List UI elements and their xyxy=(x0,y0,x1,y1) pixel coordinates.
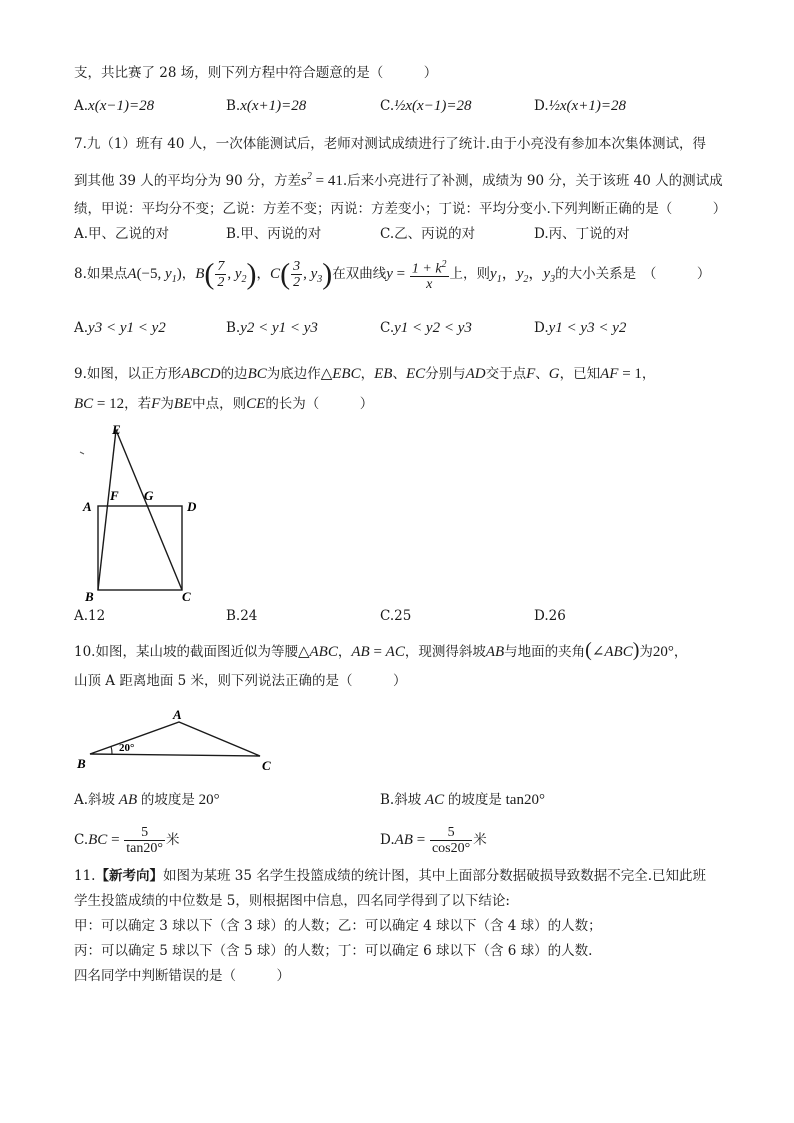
q10-label-a: A xyxy=(173,707,182,722)
q9-stem-line2: BC = 12，若F为BE中点，则CE的长为（ ） xyxy=(74,396,374,412)
q8-option-a[interactable]: A.y3 < y1 < y2 xyxy=(74,320,166,336)
q10-option-d[interactable]: D.AB = $\frac{5}{\cos 20^\circ}$ 米 xyxy=(380,825,487,857)
q9-label-e: E xyxy=(112,422,121,437)
q7-option-a[interactable]: A.甲、乙说的对 xyxy=(74,226,170,242)
q7-option-c[interactable]: C.乙、丙说的对 xyxy=(380,226,476,242)
q10-angle-arc xyxy=(111,747,112,755)
q8-stem: 8.如果点A(−5, $y_1$)，B( $\frac{7}{2}$ , $y_2$)，C( $\frac{3}{2}$ , $y_3$)在双曲线y = $\frac{1 + k^2}{x}$ 上，则$y_1$，$y_2$，$y_3$的大小关系是 （ ） xyxy=(74,257,711,293)
q6-option-d-expr: ½x(x+1)=28 xyxy=(548,98,626,114)
q6-option-c[interactable]: C.½x(x−1)=28 xyxy=(380,98,472,114)
q9-option-b[interactable]: B.24 xyxy=(226,608,258,624)
q7-variance: $s^2 = 41$ xyxy=(301,171,343,189)
q9-edge-eb xyxy=(98,430,116,590)
q9-label-d: D xyxy=(187,499,197,514)
q9-option-d[interactable]: D.26 xyxy=(534,608,566,624)
q9-label-a: A xyxy=(83,499,92,514)
q8-hyperbola: y = $\frac{1 + k^2}{x}$ xyxy=(386,258,447,293)
q8-y-values: $y_1$，$y_2$，$y_3$ xyxy=(490,266,556,285)
q10-option-c[interactable]: C.BC = $\frac{5}{\tan 20^\circ}$ 米 xyxy=(74,825,180,857)
q7-stem-line3: 绩，甲说：平均分不变；乙说：方差不变；丙说：方差变小；丁说：平均分变小.下列判断正确的是（ ） xyxy=(74,201,727,217)
q9-edge-ec xyxy=(116,430,182,590)
q7-stem-line1: 7.九（1）班有 40 人，一次体能测试后，老师对测试成绩进行了统计.由于小亮没有参加本次集体测试，得 xyxy=(74,136,707,152)
q6-option-c-expr: ½x(x−1)=28 xyxy=(394,98,472,114)
q8-point-a: A(−5, $y_1$) xyxy=(127,266,182,285)
q7-option-d[interactable]: D.丙、丁说的对 xyxy=(534,226,630,242)
q7-stem-line2: 到其他 39 人的平均分为 90 分，方差$s^2 = 41$.后来小亮进行了补测，成绩为 90 分，关于该班 40 人的测试成 xyxy=(74,171,723,189)
q10-figure xyxy=(72,704,272,774)
q6-stem: 支，共比赛了 28 场，则下列方程中符合题意的是（ ） xyxy=(74,65,438,81)
q9-label-c: C xyxy=(182,589,191,604)
q10-stem-line1: 10.如图，某山坡的截面图近似为等腰△ABC，AB = AC，现测得斜坡AB与地面的夹角(∠ABC)为20°， xyxy=(74,639,688,661)
q11-stem-line5: 四名同学中判断错误的是（ ） xyxy=(74,968,290,984)
q8-point-c: C( $\frac{3}{2}$ , $y_3$) xyxy=(270,257,333,291)
q6-option-b-expr: x(x+1)=28 xyxy=(240,98,307,114)
q11-stem-line1: 11.【新考向】如图为某班 35 名学生投篮成绩的统计图，其中上面部分数据破损导致数据不完全.已知此班 xyxy=(74,868,707,884)
q8-option-d[interactable]: D.y1 < y3 < y2 xyxy=(534,320,627,336)
q9-label-b: B xyxy=(85,589,94,604)
q11-new-direction-tag: 【新考向】 xyxy=(95,868,163,884)
q9-option-a[interactable]: A.12 xyxy=(74,608,106,624)
q6-option-a-expr: x(x−1)=28 xyxy=(88,98,155,114)
q10-option-a[interactable]: A.斜坡 AB 的坡度是 20° xyxy=(74,792,220,808)
q7-option-b[interactable]: B.甲、丙说的对 xyxy=(226,226,322,242)
q9-figure xyxy=(70,418,210,606)
q6-option-d[interactable]: D.½x(x+1)=28 xyxy=(534,98,626,114)
q10-label-b: B xyxy=(77,756,86,771)
q10-label-c: C xyxy=(262,758,271,773)
q8-option-c[interactable]: C.y1 < y2 < y3 xyxy=(380,320,472,336)
q9-scan-mark xyxy=(80,452,84,454)
q6-option-a[interactable]: A.x(x−1)=28 xyxy=(74,98,155,114)
q11-stem-line3: 甲：可以确定 3 球以下（含 3 球）的人数；乙：可以确定 4 球以下（含 4 球）的人数； xyxy=(74,918,602,934)
q8-option-b[interactable]: B.y2 < y1 < y3 xyxy=(226,320,318,336)
q6-option-b[interactable]: B.x(x+1)=28 xyxy=(226,98,307,114)
q11-stem-line2: 学生投篮成绩的中位数是 5，则根据图中信息，四名同学得到了以下结论: xyxy=(74,893,510,909)
q8-point-b: B( $\frac{7}{2}$ , $y_2$) xyxy=(195,257,257,291)
q9-label-f: F xyxy=(110,488,119,503)
q9-square-abcd xyxy=(98,506,182,590)
q9-stem-line1: 9.如图，以正方形ABCD的边BC为底边作△EBC，EB、EC分别与AD交于点F、G，已知AF = 1， xyxy=(74,366,656,382)
q10-option-b[interactable]: B.斜坡 AC 的坡度是 tan20° xyxy=(380,792,545,808)
q10-stem-line2: 山顶 A 距离地面 5 米，则下列说法正确的是（ ） xyxy=(74,673,407,689)
q10-triangle xyxy=(90,722,260,756)
q11-stem-line4: 丙：可以确定 5 球以下（含 5 球）的人数；丁：可以确定 6 球以下（含 6 球）的人数. xyxy=(74,943,593,959)
q9-option-c[interactable]: C.25 xyxy=(380,608,412,624)
q10-label-angle: 20° xyxy=(119,742,135,754)
q9-label-g: G xyxy=(144,488,154,503)
